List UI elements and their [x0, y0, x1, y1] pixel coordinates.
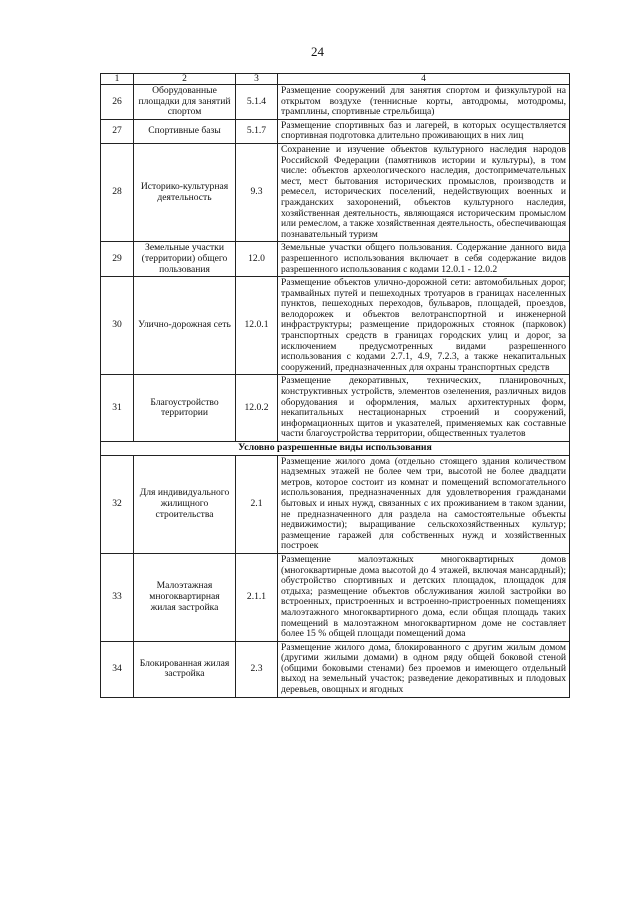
section-title: Условно разрешенные виды использования	[101, 442, 570, 456]
use-type-name: Земельные участки (территории) общего пользования	[134, 242, 236, 277]
table-row	[101, 553, 570, 641]
use-type-description: Размещение объектов улично-дорожной сети: автомобильных дорог, трамвайных путей и пешеходных тротуаров в границах населенных пунктов, пешеходных переходов, бульваров, площадей, проездов, велодорожек и объектов велотранспортной и инженерной инфраструктуры; размещение придорожных стоянок (парковок) транспортных средств в границах городских улиц и дорог, за исключением предусмотренных видами разрешенного использования с кодами 2.7.1, 4.9, 7.2.3, а также некапитальных сооружений, предназначенных для охраны транспортных средств	[278, 277, 570, 375]
table-body	[101, 74, 570, 698]
row-number: 30	[101, 277, 134, 375]
table-row	[101, 85, 570, 120]
use-type-code: 2.3	[236, 641, 278, 697]
use-type-name: Историко-культурная деятельность	[134, 143, 236, 241]
use-type-name: Спортивные базы	[134, 119, 236, 143]
table-row	[101, 641, 570, 697]
use-type-description: Размещение малоэтажных многоквартирных домов (многоквартирные дома высотой до 4 этажей, включая мансардный); обустройство спортивных и детских площадок, площадок для отдыха; размещение объектов обслуживания жилой застройки во встроенных, пристроенных и встроенно-пристроенных помещениях малоэтажного многоквартирного дома, если общая площадь таких помещений в малоэтажном многоквартирном доме не составляет более 15 % общей площади помещений дома	[278, 553, 570, 641]
use-type-name: Оборудованные площадки для занятий спортом	[134, 85, 236, 120]
table-row	[101, 455, 570, 553]
use-type-description: Размещение сооружений для занятия спортом и физкультурой на открытом воздухе (теннисные корты, автодромы, мотодромы, трамплины, спортивные стрельбища)	[278, 85, 570, 120]
use-type-code: 9.3	[236, 143, 278, 241]
section-row	[101, 442, 570, 456]
use-type-description: Размещение декоративных, технических, планировочных, конструктивных устройств, элементов озеленения, различных видов оборудования и оформления, малых архитектурных форм, некапитальных нестационарных строений и сооружений, информационных щитов и указателей, применяемых как составные части благоустройства территории, общественных туалетов	[278, 375, 570, 442]
column-number: 3	[236, 74, 278, 85]
use-type-description: Земельные участки общего пользования. Содержание данного вида разрешенного использования включает в себя содержание видов разрешенного использования с кодами 12.0.1 - 12.0.2	[278, 242, 570, 277]
land-use-table	[100, 73, 570, 698]
use-type-name: Малоэтажная многоквартирная жилая застройка	[134, 553, 236, 641]
row-number: 33	[101, 553, 134, 641]
table-row	[101, 242, 570, 277]
row-number: 27	[101, 119, 134, 143]
use-type-code: 12.0.2	[236, 375, 278, 442]
use-type-name: Для индивидуального жилищного строительства	[134, 455, 236, 553]
use-type-code: 5.1.7	[236, 119, 278, 143]
page-number: 24	[311, 44, 324, 59]
column-number: 2	[134, 74, 236, 85]
use-type-name: Благоустройство территории	[134, 375, 236, 442]
column-number: 4	[278, 74, 570, 85]
use-type-code: 12.0.1	[236, 277, 278, 375]
row-number: 31	[101, 375, 134, 442]
table-row	[101, 119, 570, 143]
use-type-description: Размещение жилого дома, блокированного с другим жилым домом (другими жилыми домами) в одном ряду общей боковой стеной (общими боковыми стенами) без проемов и имеющего отдельный выход на земельный участок; разведение декоративных и плодовых деревьев, овощных и ягодных	[278, 641, 570, 697]
row-number: 28	[101, 143, 134, 241]
use-type-code: 2.1	[236, 455, 278, 553]
row-number: 34	[101, 641, 134, 697]
row-number: 29	[101, 242, 134, 277]
table-row	[101, 143, 570, 241]
column-number: 1	[101, 74, 134, 85]
use-type-description: Сохранение и изучение объектов культурного наследия народов Российской Федерации (памятников истории и культуры), в том числе: объектов археологического наследия, достопримечательных мест, мест бытования исторических промыслов, производств и ремесел, исторических поселений, недействующих военных и гражданских захоронений, объектов культурного наследия, хозяйственная деятельность, являющаяся историческим промыслом или ремеслом, а также хозяйственная деятельность, обеспечивающая познавательный туризм	[278, 143, 570, 241]
use-type-code: 12.0	[236, 242, 278, 277]
use-type-description: Размещение спортивных баз и лагерей, в которых осуществляется спортивная подготовка длительно проживающих в них лиц	[278, 119, 570, 143]
row-number: 32	[101, 455, 134, 553]
table-row	[101, 375, 570, 442]
use-type-description: Размещение жилого дома (отдельно стоящего здания количеством надземных этажей не более чем три, высотой не более двадцати метров, которое состоит из комнат и помещений вспомогательного использования, предназначенных для удовлетворения гражданами бытовых и иных нужд, связанных с их проживанием в таком здании, не предназначенного для раздела на самостоятельные объекты недвижимости); выращивание сельскохозяйственных культур; размещение гаражей для собственных нужд и хозяйственных построек	[278, 455, 570, 553]
table-row	[101, 277, 570, 375]
use-type-name: Блокированная жилая застройка	[134, 641, 236, 697]
use-type-name: Улично-дорожная сеть	[134, 277, 236, 375]
use-type-code: 2.1.1	[236, 553, 278, 641]
use-type-code: 5.1.4	[236, 85, 278, 120]
column-number-row	[101, 74, 570, 85]
row-number: 26	[101, 85, 134, 120]
